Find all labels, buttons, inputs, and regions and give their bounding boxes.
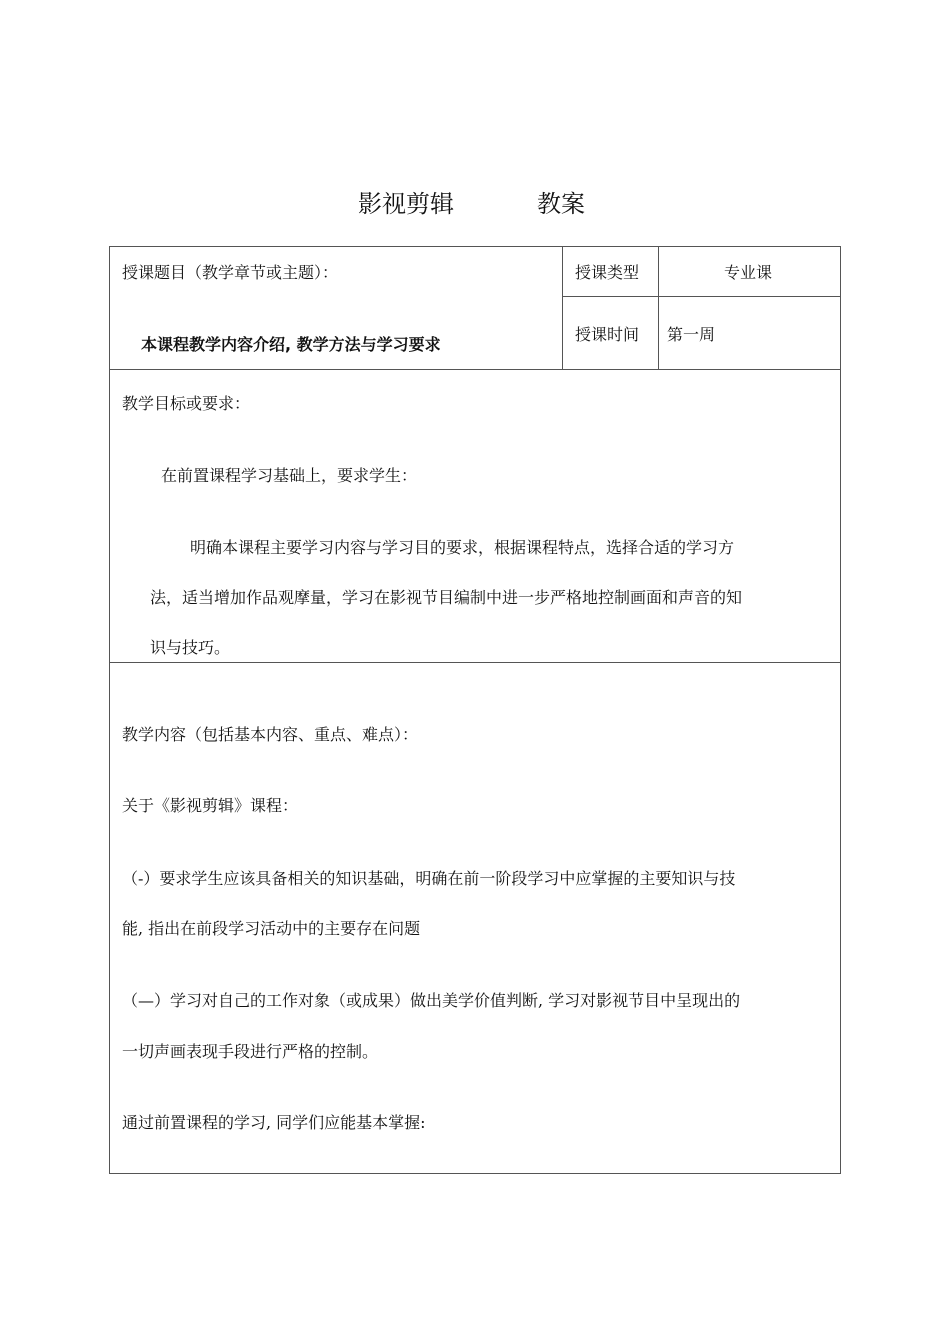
topic-value: 本课程教学内容介绍, 教学方法与学习要求 bbox=[141, 335, 441, 354]
content-closing: 通过前置课程的学习, 同学们应能基本掌握: bbox=[122, 1113, 426, 1132]
time-label: 授课时间 bbox=[575, 325, 640, 344]
title-main: 影视剪辑 bbox=[358, 190, 454, 218]
objectives-line: 法，适当增加作品观摩量，学习在影视节目编制中进一步严格地控制画面和声音的知 bbox=[150, 588, 743, 607]
divider-type-value bbox=[658, 247, 659, 370]
divider-objectives-content bbox=[110, 662, 840, 663]
objectives-label: 教学目标或要求： bbox=[122, 394, 251, 413]
topic-label: 授课题目（教学章节或主题）： bbox=[122, 263, 339, 282]
objectives-line: 明确本课程主要学习内容与学习目的要求，根据课程特点，选择合适的学习方 bbox=[190, 538, 735, 557]
time-value: 第一周 bbox=[667, 325, 716, 344]
title-suffix: 教案 bbox=[537, 190, 585, 218]
divider-type-time bbox=[562, 296, 840, 297]
objectives-intro: 在前置课程学习基础上，要求学生： bbox=[161, 466, 418, 485]
type-value: 专业课 bbox=[724, 263, 773, 282]
course-intro: 关于《影视剪辑》课程： bbox=[122, 796, 299, 815]
type-label: 授课类型 bbox=[575, 263, 640, 282]
divider-topic-type bbox=[562, 247, 563, 370]
content-item-1-line: 能, 指出在前段学习活动中的主要存在问题 bbox=[122, 919, 421, 938]
content-label: 教学内容（包括基本内容、重点、难点）： bbox=[122, 725, 419, 744]
document-title bbox=[0, 186, 950, 222]
content-item-2-line: 一切声画表现手段进行严格的控制。 bbox=[122, 1042, 379, 1061]
divider-header-objectives bbox=[110, 369, 840, 370]
content-item-1-line: （-）要求学生应该具备相关的知识基础，明确在前一阶段学习中应掌握的主要知识与技 bbox=[122, 869, 736, 888]
objectives-line: 识与技巧。 bbox=[150, 638, 231, 657]
content-item-2-line: （—）学习对自己的工作对象（或成果）做出美学价值判断, 学习对影视节目中呈现出的 bbox=[122, 991, 741, 1010]
lesson-plan-table bbox=[109, 246, 841, 1174]
